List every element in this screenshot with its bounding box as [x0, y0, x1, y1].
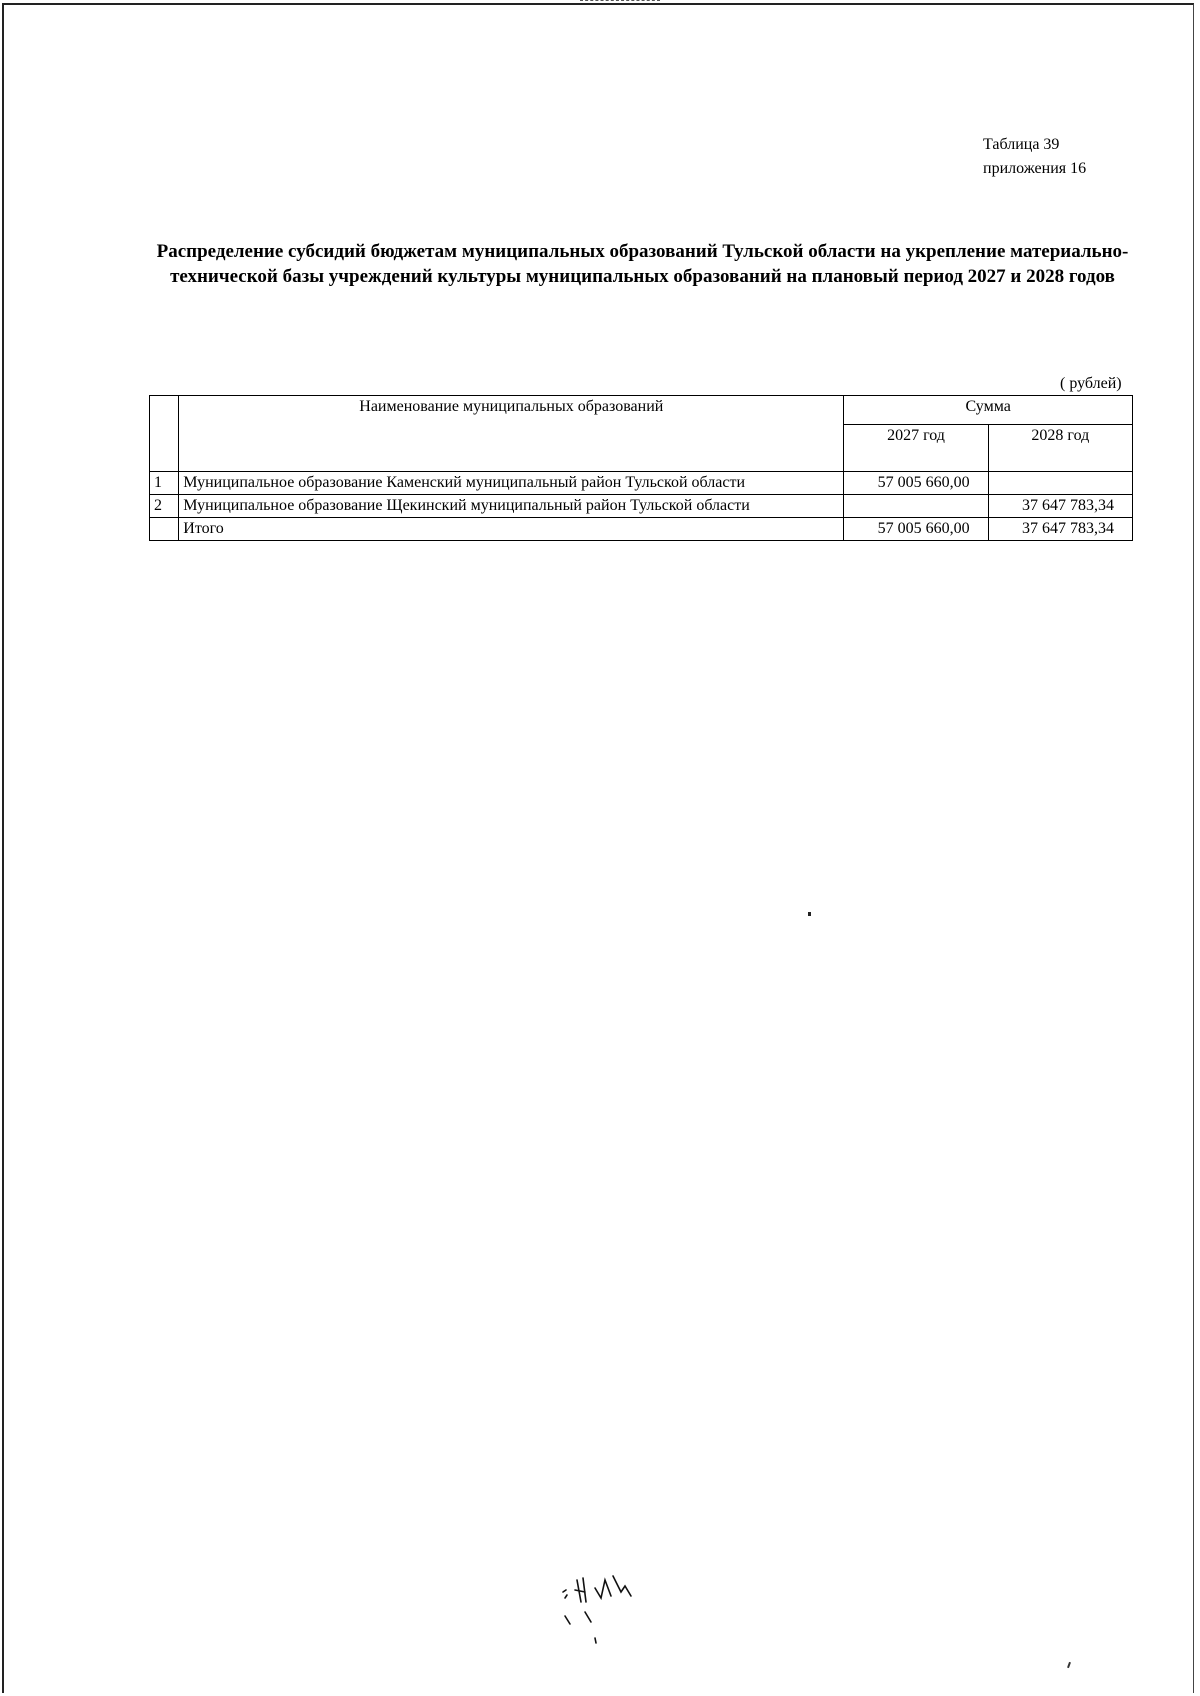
header-name: Наименование муниципальных образований	[179, 396, 844, 472]
units-label: ( рублей)	[1060, 375, 1122, 392]
total-value-2027: 57 005 660,00	[844, 518, 988, 541]
header-sum: Сумма	[844, 396, 1133, 425]
header-row-1	[150, 396, 1133, 425]
total-value-2028: 37 647 783,34	[988, 518, 1132, 541]
total-row	[150, 518, 1133, 541]
header-num-cell	[150, 396, 179, 472]
row-name: Муниципальное образование Щекинский муниципальный район Тульской области	[179, 495, 844, 518]
row-number: 1	[150, 472, 179, 495]
signature-mark	[555, 1572, 655, 1662]
header-year-2028: 2028 год	[988, 425, 1132, 472]
row-number: 2	[150, 495, 179, 518]
reference-line-2: приложения 16	[983, 160, 1087, 177]
subsidy-table	[149, 395, 1133, 541]
row-name: Муниципальное образование Каменский муниципальный район Тульской области	[179, 472, 844, 495]
document-title: Распределение субсидий бюджетам муниципальных образований Тульской области на укрепление материально-технической базы учреждений культуры муниципальных образований на плановый период 2027 и 2028 годов	[156, 241, 1129, 287]
row-value-2028: 37 647 783,34	[988, 495, 1132, 518]
table-row	[150, 495, 1133, 518]
reference-line-1: Таблица 39	[983, 136, 1060, 153]
total-label: Итого	[179, 518, 844, 541]
table-reference	[983, 133, 1086, 181]
scan-speck	[808, 912, 811, 916]
scan-mark	[580, 0, 660, 3]
row-value-2028	[988, 472, 1132, 495]
table-row	[150, 472, 1133, 495]
row-value-2027: 57 005 660,00	[844, 472, 988, 495]
header-year-2027: 2027 год	[844, 425, 988, 472]
total-number	[150, 518, 179, 541]
row-value-2027	[844, 495, 988, 518]
